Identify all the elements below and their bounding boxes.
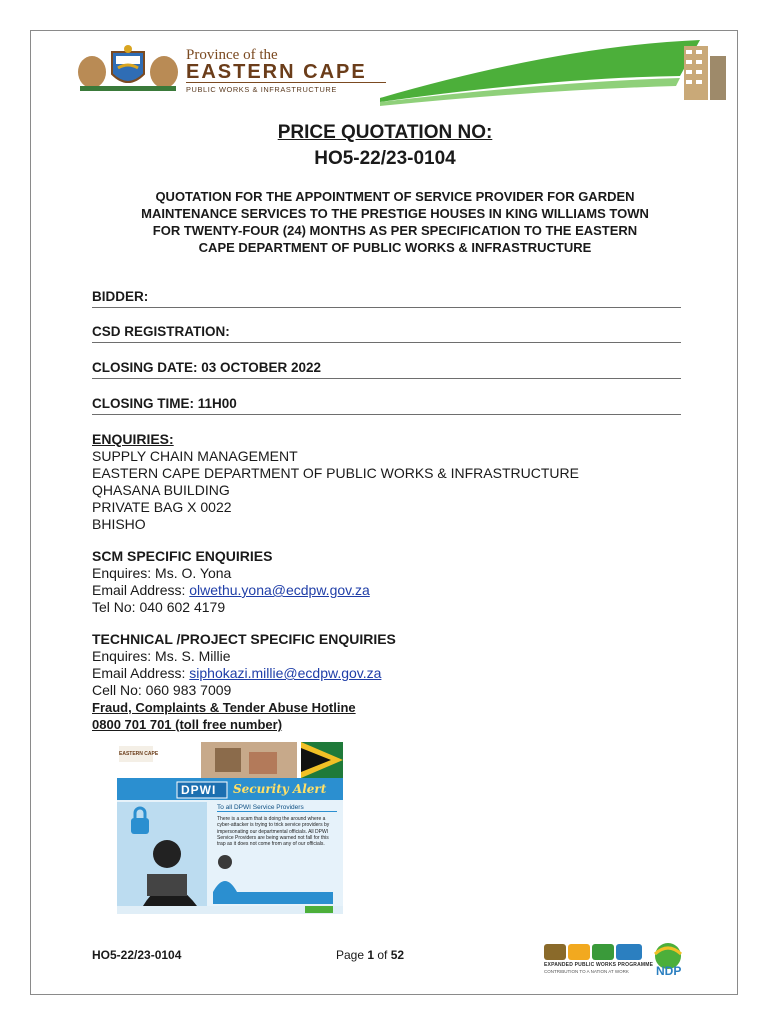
coat-of-arms-logo bbox=[72, 44, 184, 92]
bidder-field: BIDDER: bbox=[92, 289, 681, 308]
scm-email-row bbox=[92, 582, 692, 599]
csd-registration-field: CSD REGISTRATION: bbox=[92, 324, 681, 343]
epwp-ndp-logo bbox=[542, 940, 692, 982]
enquiries-line: EASTERN CAPE DEPARTMENT OF PUBLIC WORKS & INFRASTRUCTURE bbox=[92, 465, 579, 481]
scm-tel: Tel No: 040 602 4179 bbox=[92, 599, 226, 615]
scm-email-label: Email Address: bbox=[92, 582, 190, 598]
brand-top-text: Province of the bbox=[186, 47, 278, 63]
brand-sub-text: PUBLIC WORKS & INFRASTRUCTURE bbox=[186, 82, 386, 94]
epwp-text: EXPANDED PUBLIC WORKS PROGRAMME bbox=[544, 962, 654, 968]
hotline-number: 0800 701 701 (toll free number) bbox=[92, 717, 283, 732]
scm-email-link[interactable]: olwethu.yona@ecdpw.gov.za bbox=[189, 582, 370, 598]
ndp-text: NDP bbox=[656, 964, 682, 978]
poster-subtitle: To all DPWI Service Providers bbox=[217, 804, 337, 812]
enquiries-line: PRIVATE BAG X 0022 bbox=[92, 499, 232, 515]
header-swoosh-graphic bbox=[380, 36, 740, 106]
technical-cell: Cell No: 060 983 7009 bbox=[92, 682, 232, 698]
page-total: 52 bbox=[390, 948, 405, 962]
enquiries-section bbox=[92, 431, 692, 533]
technical-enquiries-section bbox=[92, 631, 692, 733]
technical-heading: TECHNICAL /PROJECT SPECIFIC ENQUIRIES bbox=[92, 631, 396, 647]
enquiries-line: SUPPLY CHAIN MANAGEMENT bbox=[92, 448, 298, 464]
scm-heading: SCM SPECIFIC ENQUIRIES bbox=[92, 548, 273, 564]
footer-reference: HO5-22/23-0104 bbox=[92, 948, 182, 962]
enquiries-line: QHASANA BUILDING bbox=[92, 482, 230, 498]
page-prefix: Page bbox=[336, 948, 368, 962]
brand-main-text: EASTERN CAPE bbox=[186, 61, 367, 83]
hotline-label: Fraud, Complaints & Tender Abuse Hotline bbox=[92, 700, 356, 715]
technical-contact: Enquires: Ms. S. Millie bbox=[92, 648, 231, 664]
quotation-description: QUOTATION FOR THE APPOINTMENT OF SERVICE PROVIDER FOR GARDEN MAINTENANCE SERVICES TO THE PRESTIGE HOUSES IN KING WILLIAMS TOWN FOR TWENTY-FOUR (24) MONTHS AS PER SPECIFICATION TO THE EASTERN CAPE DEPARTMENT OF PUBLIC WORKS & INFRASTRUCTURE bbox=[141, 189, 649, 255]
scm-enquiries-section bbox=[92, 548, 692, 616]
scm-contact: Enquires: Ms. O. Yona bbox=[92, 565, 232, 581]
enquiries-heading: ENQUIRIES: bbox=[92, 431, 174, 447]
poster-title-a: DPWI bbox=[181, 783, 217, 797]
page-current: 1 bbox=[367, 948, 375, 962]
poster-dept: EASTERN CAPE bbox=[119, 751, 159, 757]
page-of: of bbox=[374, 948, 391, 962]
closing-time-field: CLOSING TIME: 11H00 bbox=[92, 396, 681, 415]
enquiries-line: BHISHO bbox=[92, 516, 146, 532]
poster-title-b: Security Alert bbox=[233, 782, 327, 796]
security-alert-poster bbox=[117, 742, 343, 914]
quotation-number: HO5-22/23-0104 bbox=[314, 148, 456, 169]
technical-email-label: Email Address: bbox=[92, 665, 190, 681]
closing-date-field: CLOSING DATE: 03 OCTOBER 2022 bbox=[92, 360, 681, 379]
epwp-sub: CONTRIBUTION TO A NATION AT WORK bbox=[544, 969, 629, 974]
quotation-title: PRICE QUOTATION NO: bbox=[277, 122, 493, 143]
page-number bbox=[336, 948, 404, 962]
poster-body: There is a scam that is doing the around where a cyber-attacker is trying to trick service providers by impersonating our departmental officials. All DPWI Service Providers are being warned not fall for this trap as it does not come from any of our officials. bbox=[217, 816, 330, 848]
technical-email-row bbox=[92, 665, 692, 682]
technical-email-link[interactable]: siphokazi.millie@ecdpw.gov.za bbox=[189, 665, 382, 681]
